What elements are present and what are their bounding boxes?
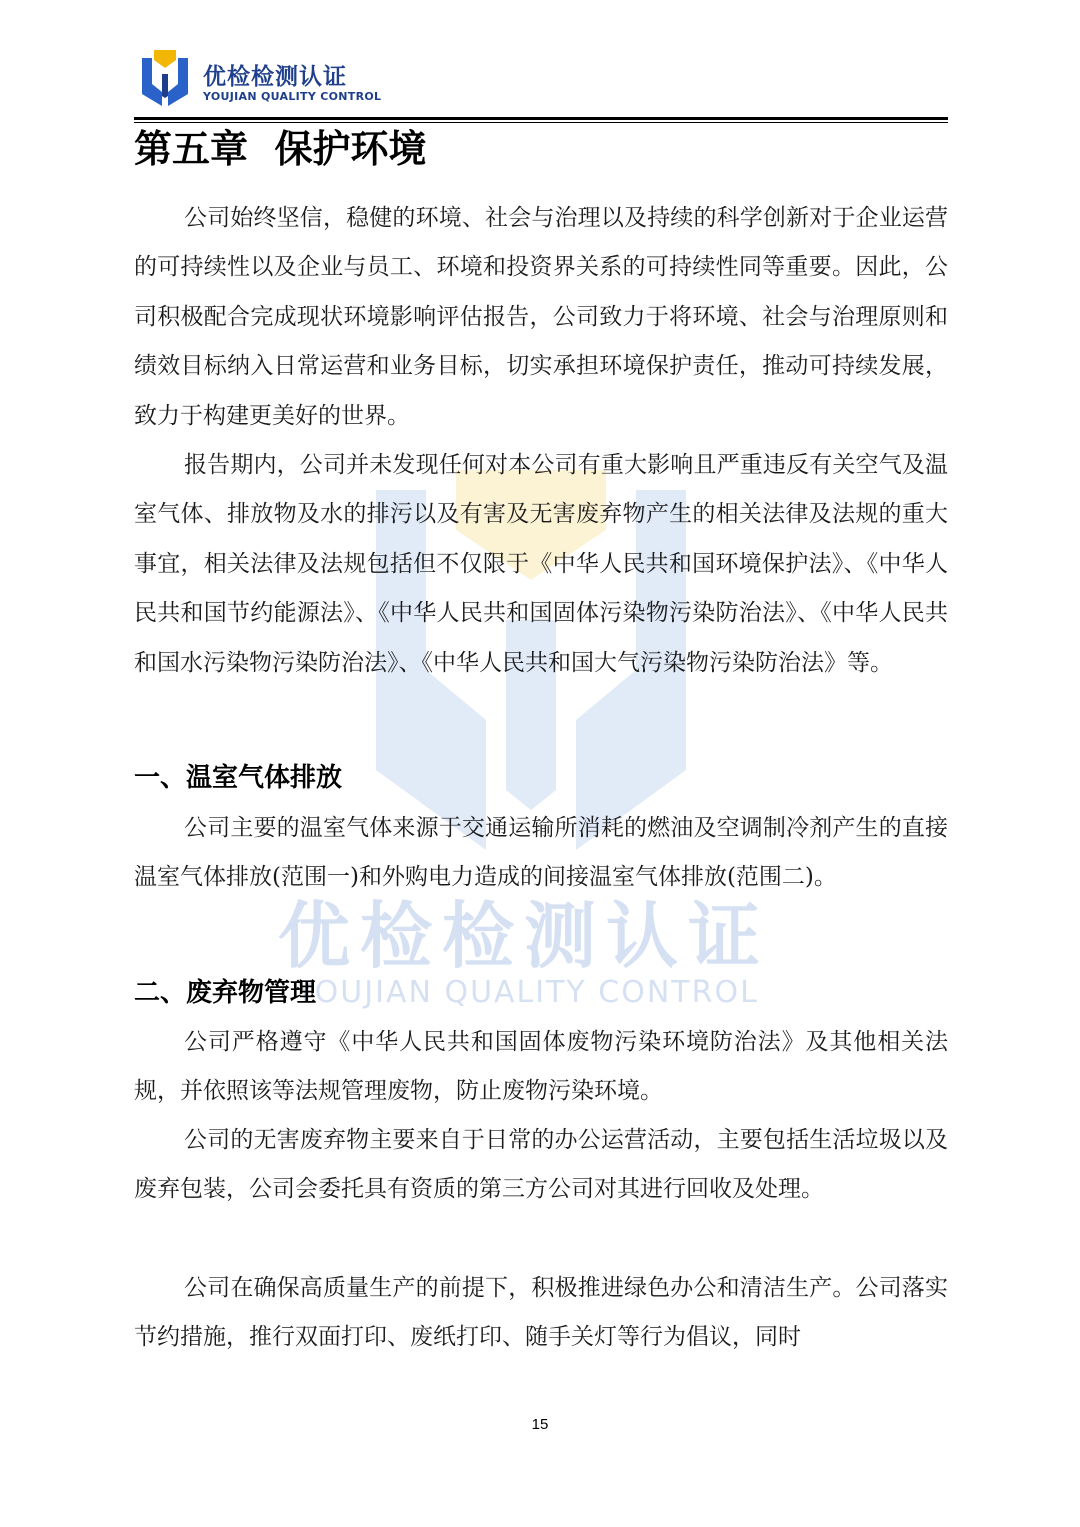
watermark-text-en: YOUJIAN QUALITY CONTROL: [296, 975, 759, 1010]
waste-paragraph-3: 公司在确保高质量生产的前提下，积极推进绿色办公和清洁生产。公司落实节约措施，推行双面打印、废纸打印、随手关灯等行为倡议，同时: [134, 1275, 948, 1351]
brand-name-cn: 优检检测认证: [203, 64, 347, 90]
waste-paragraph-1: 公司严格遵守《中华人民共和国固体废物污染环境防治法》及其他相关法规，并依照该等法规管理废物，防止废物污染环境。: [134, 1029, 948, 1105]
section-title-ghg: 一、温室气体排放: [134, 763, 343, 793]
brand-name-en: YOUJIAN QUALITY CONTROL: [203, 90, 382, 103]
intro-paragraph-2: 报告期内，公司并未发现任何对本公司有重大影响且严重违反有关空气及温室气体、排放物及水的排污以及有害及无害废弃物产生的相关法律及法规的重大事宜，相关法律及法规包括但不仅限于《中华人民共和国环境保护法》、《中华人民共和国节约能源法》、《中华人民共和国固体污染物污染防治法》、《中华人民共和国水污染物污染防治法》、《中华人民共和国大气污染物污染防治法》等。: [134, 452, 948, 676]
watermark-text-cn: 优检检测认证: [278, 893, 771, 978]
page-number: 15: [531, 1416, 549, 1433]
waste-paragraph-2: 公司的无害废弃物主要来自于日常的办公运营活动，主要包括生活垃圾以及废弃包装，公司会委托具有资质的第三方公司对其进行回收及处理。: [134, 1127, 948, 1203]
chapter-title: 第五章 保护环境: [134, 127, 427, 171]
company-logo-icon: [140, 50, 190, 108]
section-title-waste: 二、废弃物管理: [134, 978, 317, 1008]
intro-paragraph-1: 公司始终坚信，稳健的环境、社会与治理以及持续的科学创新对于企业运营的可持续性以及企业与员工、环境和投资界关系的可持续性同等重要。因此，公司积极配合完成现状环境影响评估报告，公司致力于将环境、社会与治理原则和绩效目标纳入日常运营和业务目标，切实承担环境保护责任，推动可持续发展，致力于构建更美好的世界。: [134, 205, 948, 429]
header-rule-thick: [134, 117, 948, 120]
ghg-paragraph: 公司主要的温室气体来源于交通运输所消耗的燃油及空调制冷剂产生的直接温室气体排放(范围一)和外购电力造成的间接温室气体排放(范围二)。: [134, 815, 948, 891]
